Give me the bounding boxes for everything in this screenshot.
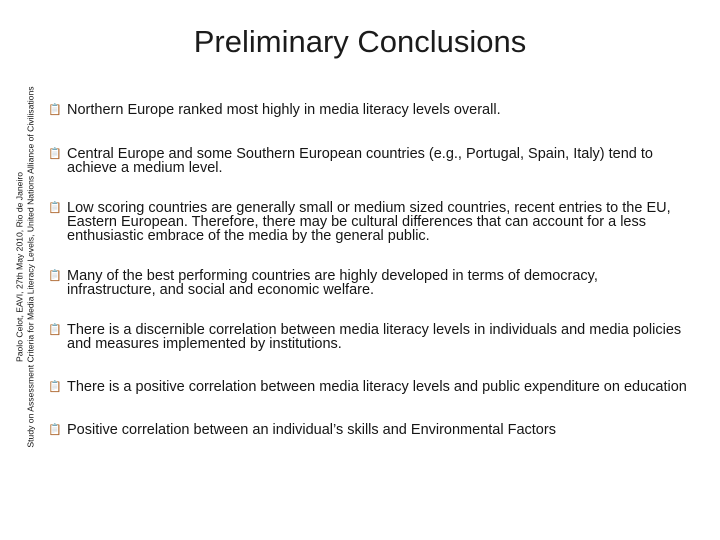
bullet-text: Northern Europe ranked most highly in media literacy levels overall. <box>67 102 501 118</box>
bullet-text: Central Europe and some Southern European countries (e.g., Portugal, Spain, Italy) tend to achieve a medium level. <box>67 146 653 176</box>
clipboard-icon: 📋 <box>48 270 62 282</box>
side-note-line-1: Paolo Celot, EAVI, 27th May 2010, Rio de Janeiro <box>14 172 25 362</box>
side-note-line-2: Study on Assessment Criteria for Media Literacy Levels, United Nations Alliance of Civilisations <box>25 86 35 448</box>
bullet-list <box>48 103 688 437</box>
bullet-item-6 <box>48 380 688 394</box>
bullet-item-5 <box>48 323 688 351</box>
clipboard-icon: 📋 <box>48 202 62 214</box>
bullet-text: Positive correlation between an individual’s skills and Environmental Factors <box>67 422 556 438</box>
bullet-item-1 <box>48 103 688 117</box>
clipboard-icon: 📋 <box>48 381 62 393</box>
bullet-text: Low scoring countries are generally small or medium sized countries, recent entries to the EU, Eastern European. Therefore, there may be cultural differences that can account for a less enthusiastic embrace of the media by the general public. <box>67 200 671 244</box>
side-note-text <box>15 32 36 502</box>
bullet-item-4 <box>48 269 688 297</box>
clipboard-icon: 📋 <box>48 424 62 436</box>
clipboard-icon: 📋 <box>48 104 62 116</box>
bullet-item-2 <box>48 147 688 175</box>
bullet-item-7 <box>48 423 688 437</box>
bullet-text: Many of the best performing countries are highly developed in terms of democracy, infrastructure, and social and economic welfare. <box>67 268 598 298</box>
side-note <box>0 0 50 540</box>
bullet-text: There is a discernible correlation between media literacy levels in individuals and media policies and measures implemented by institutions. <box>67 322 682 352</box>
bullet-text: There is a positive correlation between media literacy levels and public expenditure on education <box>67 379 687 395</box>
clipboard-icon: 📋 <box>48 324 62 336</box>
bullet-item-3 <box>48 201 688 243</box>
clipboard-icon: 📋 <box>48 148 62 160</box>
slide-title: Preliminary Conclusions <box>193 24 527 59</box>
